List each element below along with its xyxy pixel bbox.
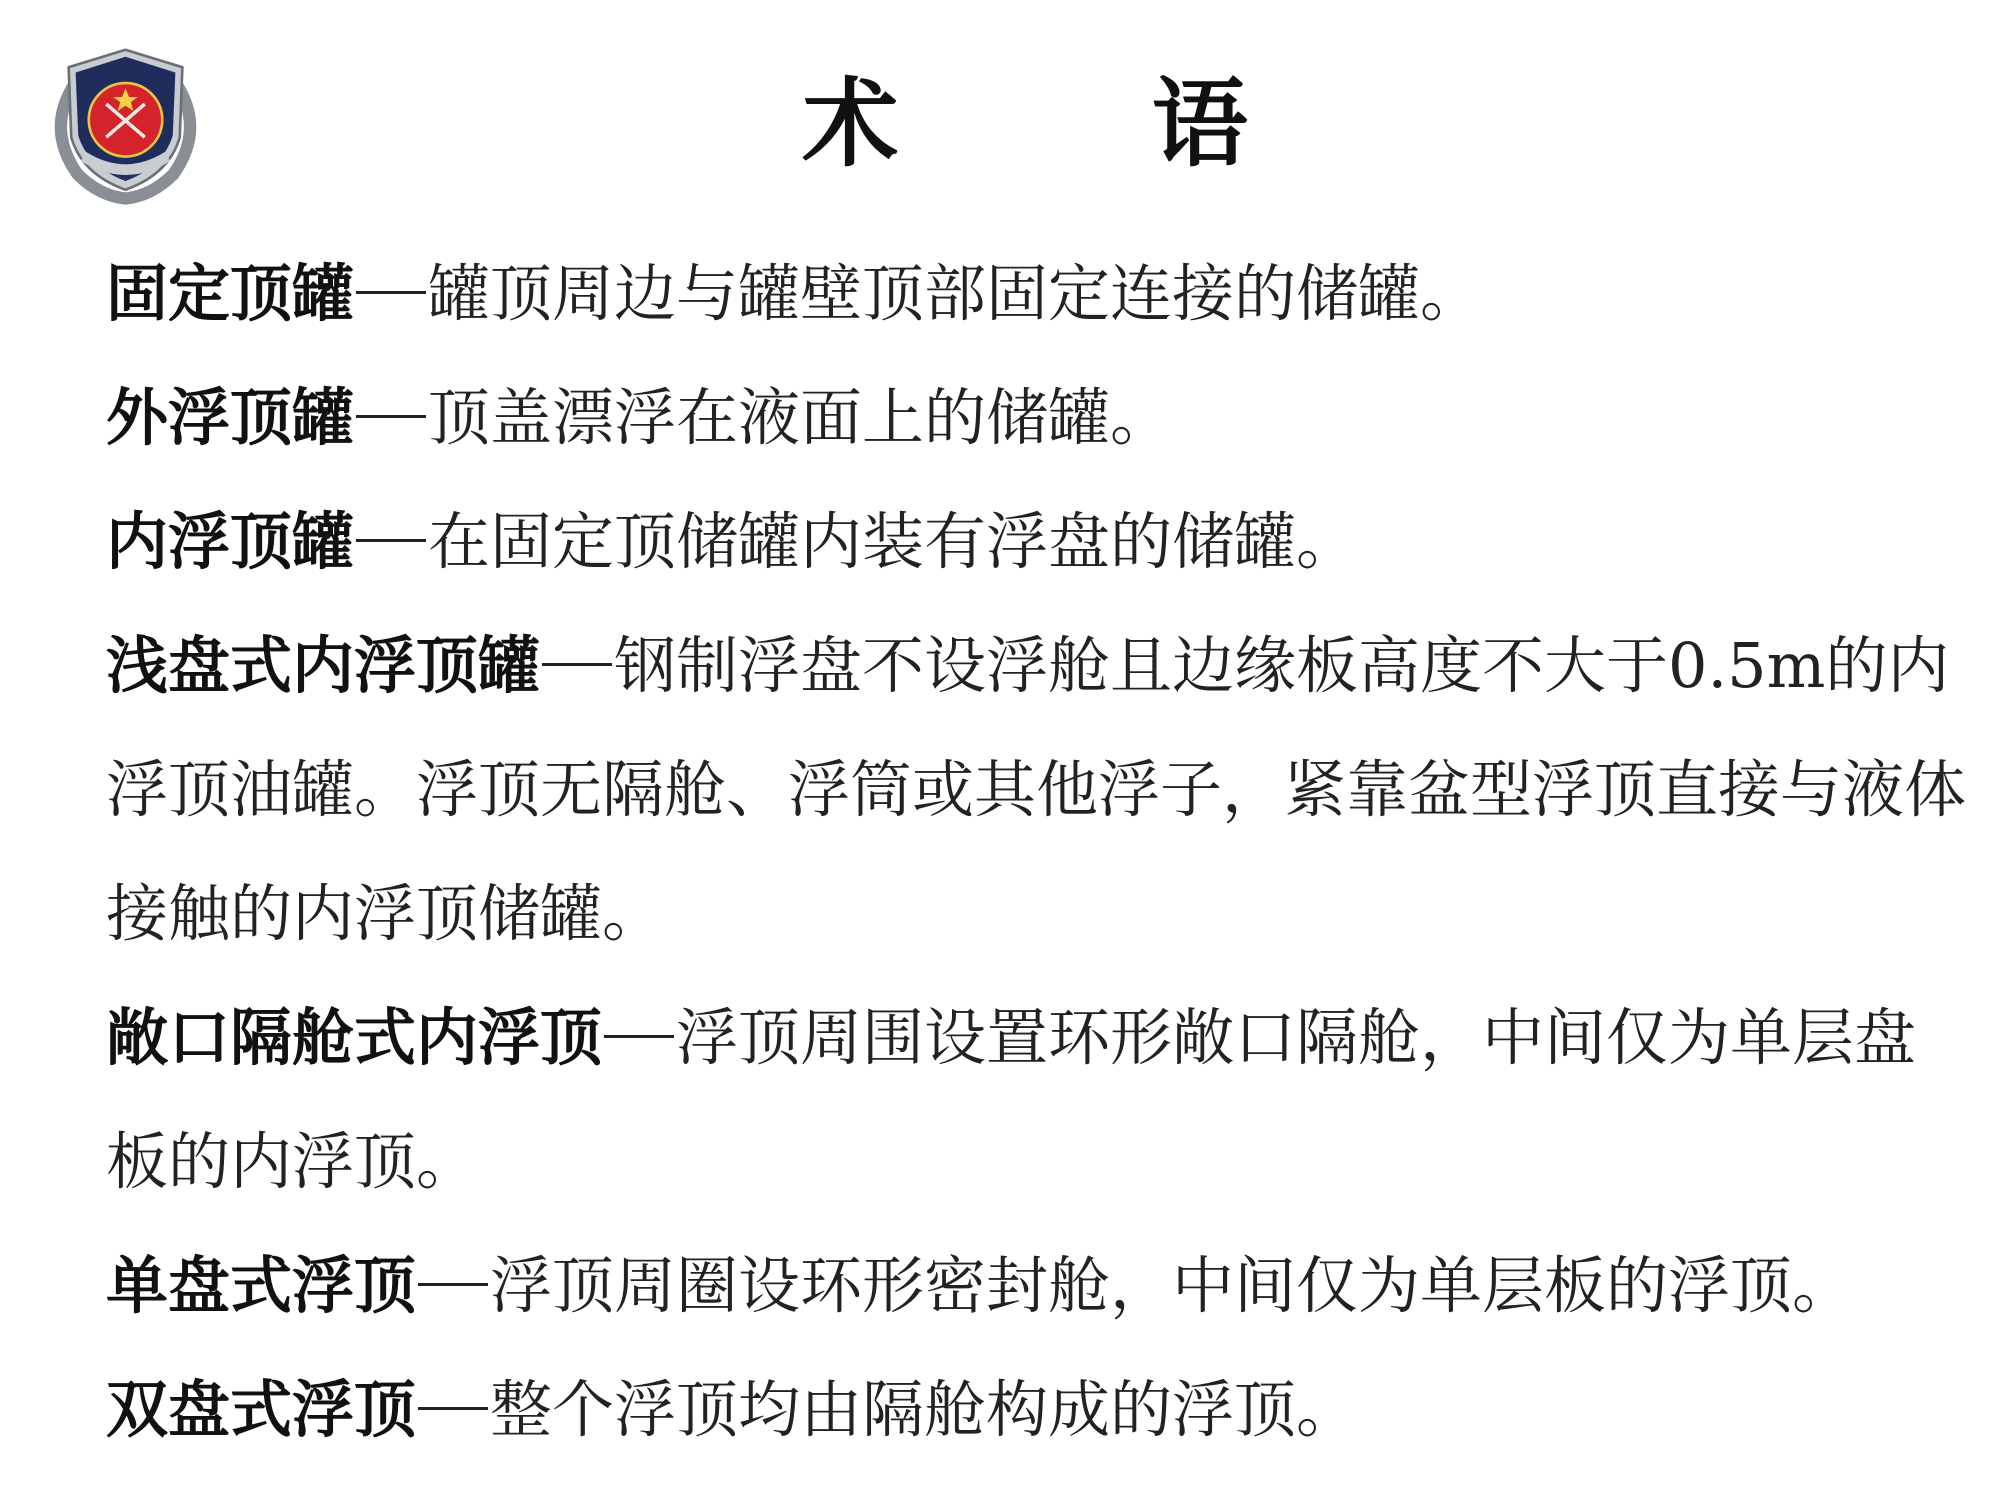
term-entry: [106, 1348, 1976, 1472]
dash-separator: [542, 663, 612, 666]
dash-separator: [418, 1407, 488, 1410]
dash-separator: [356, 291, 426, 294]
term-definition: 浮顶周圈设环形密封舱，中间仅为单层板的浮顶。: [490, 1249, 1855, 1322]
term-entry: [106, 356, 1976, 480]
term-definition: 顶盖漂浮在液面上的储罐。: [428, 381, 1173, 454]
dash-separator: [604, 1035, 674, 1038]
term-definition: 浮顶周围设置环形敞口隔舱，中间仅为单层盘板的内浮顶。: [106, 1001, 1917, 1198]
term-name: 浅盘式内浮顶罐: [106, 629, 541, 702]
dash-separator: [356, 415, 426, 418]
term-entry: [106, 232, 1976, 356]
term-name: 敞口隔舱式内浮顶: [106, 1001, 603, 1074]
term-name: 内浮顶罐: [106, 505, 355, 578]
term-definition: 钢制浮盘不设浮舱且边缘板高度不大于0.5m的内浮顶油罐。浮顶无隔舱、浮筒或其他浮子，紧靠盆型浮顶直接与液体接触的内浮顶储罐。: [106, 629, 1967, 950]
term-definition: 整个浮顶均由隔舱构成的浮顶。: [490, 1373, 1359, 1446]
term-name: 双盘式浮顶: [106, 1373, 417, 1446]
term-entry: [106, 480, 1976, 604]
dash-separator: [356, 539, 426, 542]
page-title: 术 语: [802, 68, 1358, 180]
term-definition: 在固定顶储罐内装有浮盘的储罐。: [428, 505, 1359, 578]
dash-separator: [418, 1283, 488, 1286]
term-definition: 罐顶周边与罐壁顶部固定连接的储罐。: [428, 257, 1483, 330]
term-name: 固定顶罐: [106, 257, 355, 330]
terminology-list: [106, 232, 1976, 1472]
term-entry: [106, 976, 1976, 1224]
term-entry: [106, 604, 1976, 976]
term-name: 外浮顶罐: [106, 381, 355, 454]
term-entry: [106, 1224, 1976, 1348]
term-name: 单盘式浮顶: [106, 1249, 417, 1322]
